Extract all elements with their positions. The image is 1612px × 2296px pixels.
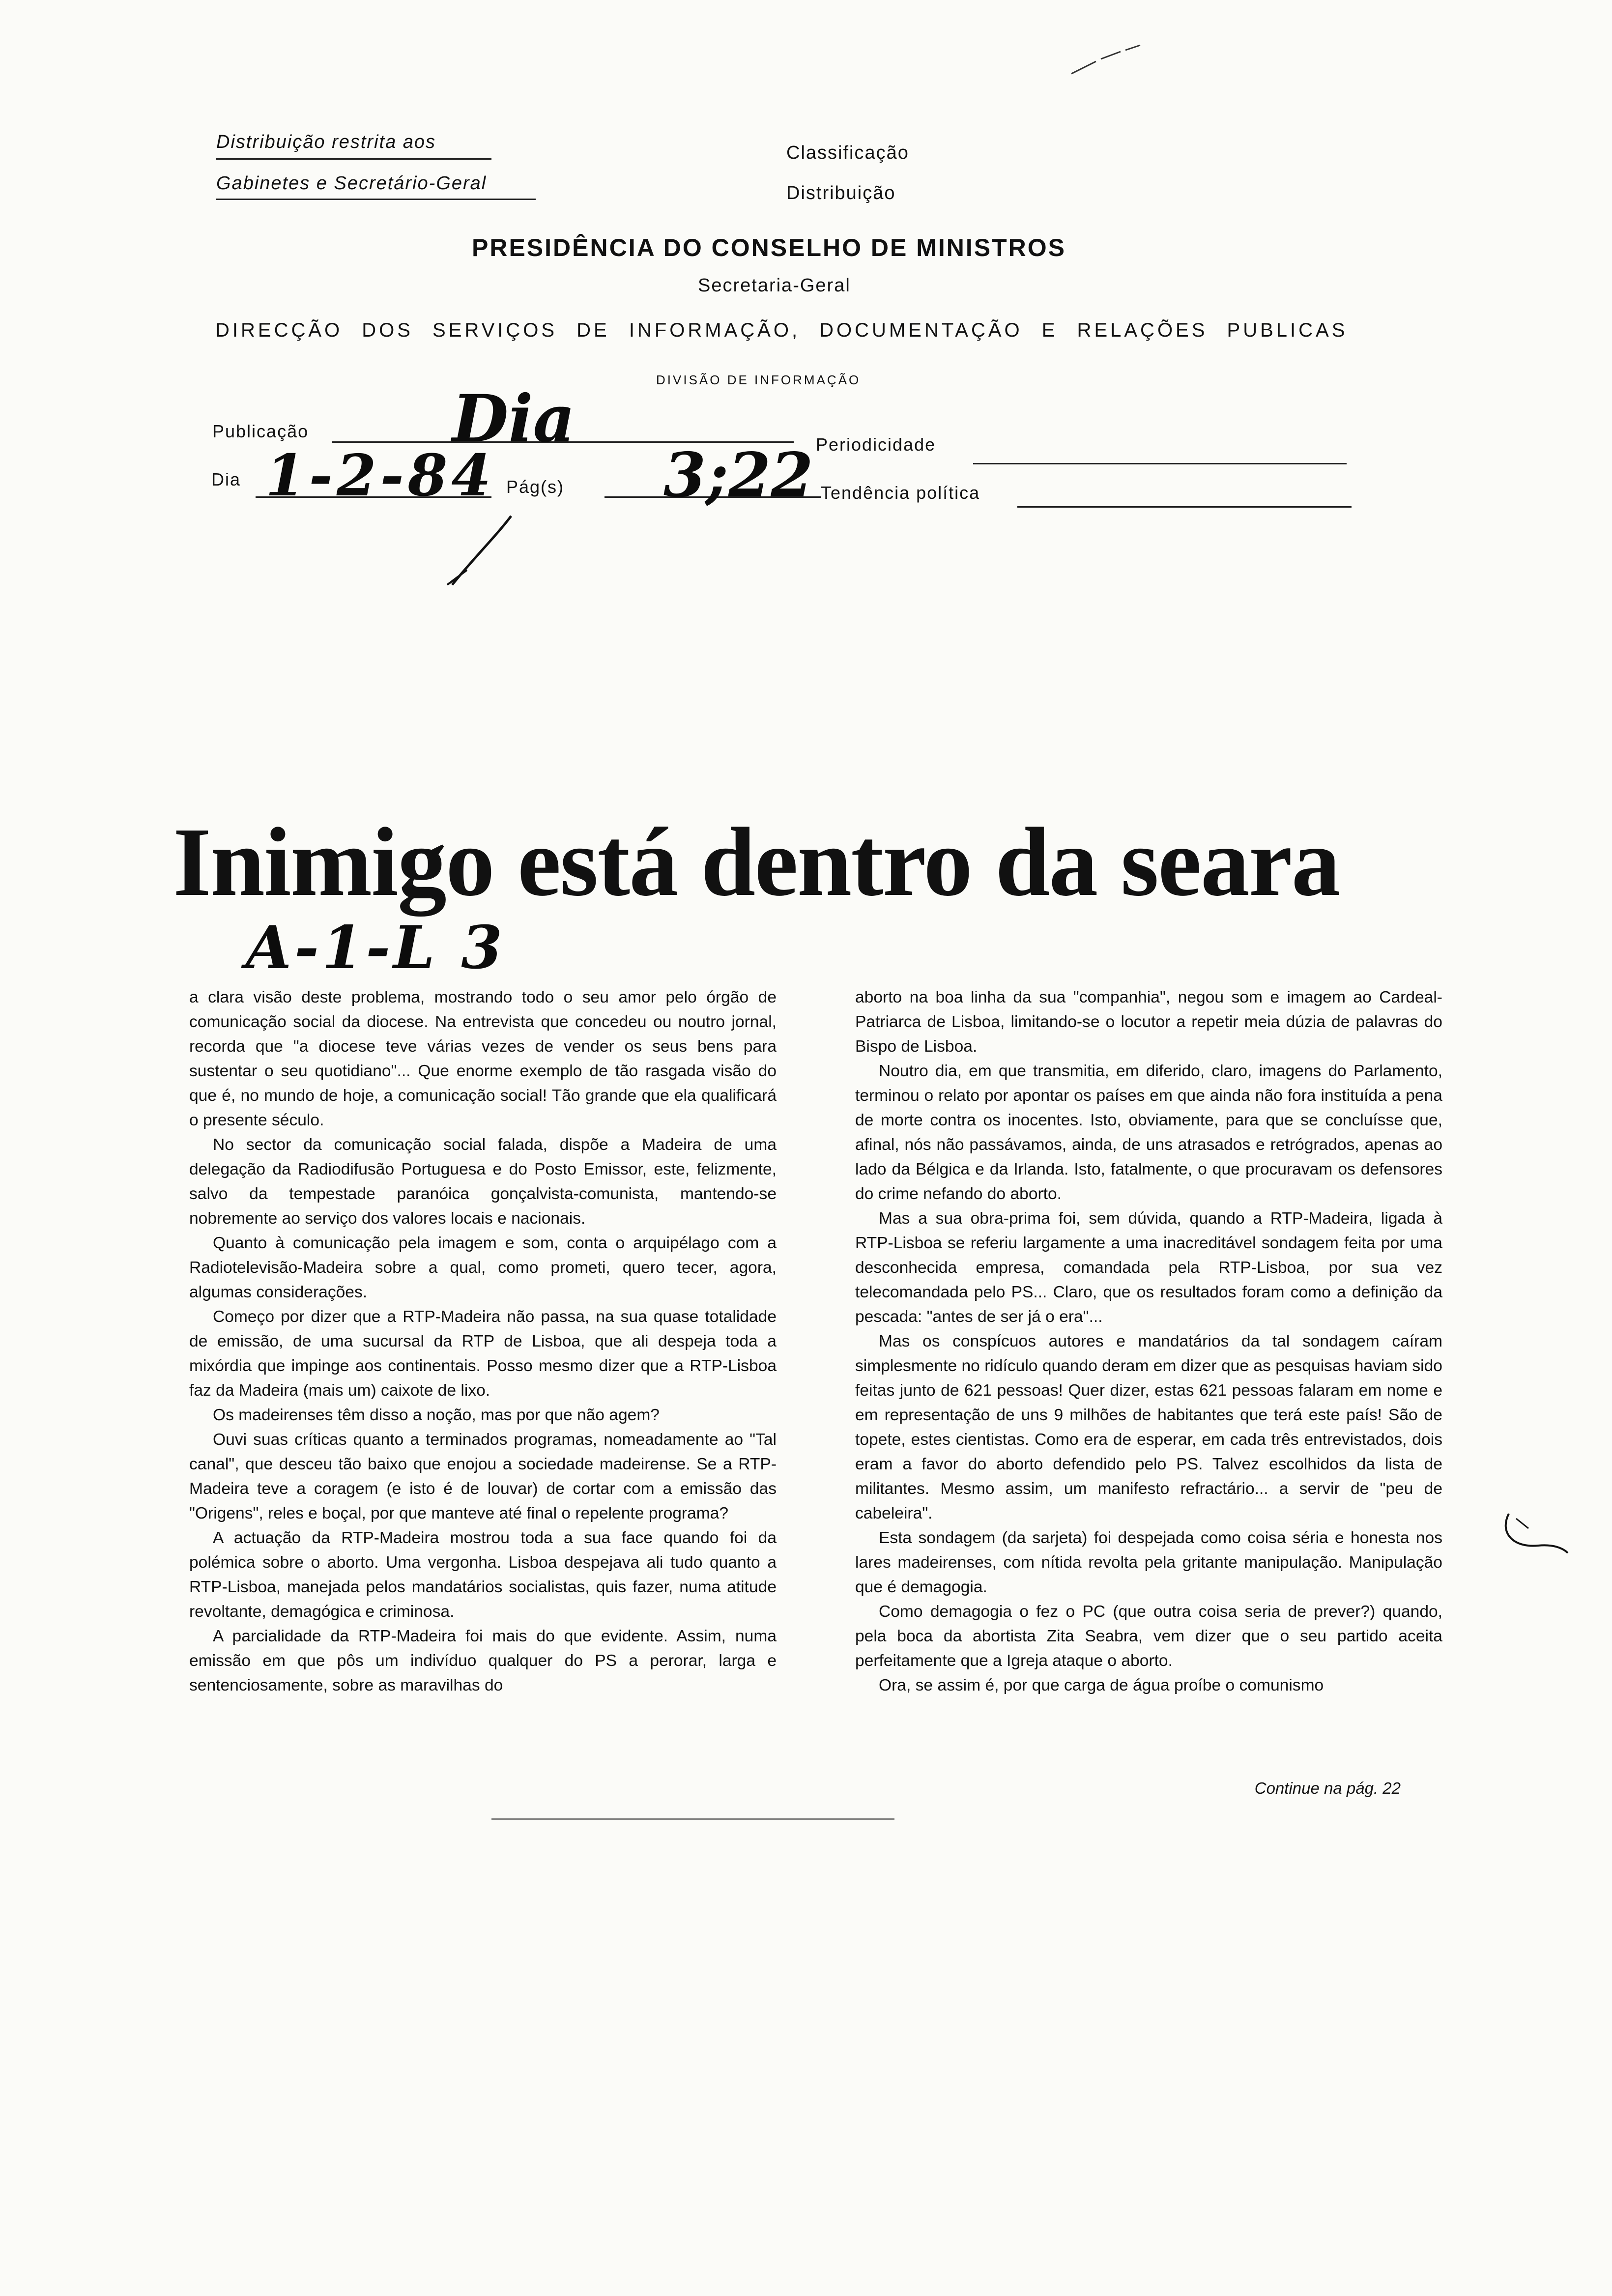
- pags-label: Pág(s): [506, 477, 565, 497]
- paragraph: A actuação da RTP-Madeira mostrou toda a sua face quando foi da polémica sobre o aborto. Uma vergonha. Lisboa despejava ali tudo quanto a RTP-Lisboa, manejada pelos mandatários socialistas, quis fazer, numa atitude revoltante, demagógica e criminosa.: [189, 1529, 777, 1621]
- paragraph: No sector da comunicação social falada, dispõe a Madeira de uma delegação da Radiodifusão Portuguesa e do Posto Emissor, este, felizmente, salvo da tempestade paranóica gonçalvista-comunista, mantendo-se nobremente ao serviço dos valores locais e nacionais.: [189, 1136, 777, 1228]
- paragraph: Ora, se assim é, por que carga de água proíbe o comunismo: [879, 1676, 1324, 1694]
- paragraph: Noutro dia, em que transmitia, em diferido, claro, imagens do Parlamento, terminou o relato por apontar os países em que ainda não fora instituída a pena de morte contra os inocentes. Isto, obviamente, para que se concluísse que, afinal, nós não passávamos, ainda, de uns atrasados e retrógrados, apenas ao lado da Bélgica e da Irlanda. Isto, fatalmente, o que procuravam os defensores do crime nefando do aborto.: [855, 1062, 1442, 1203]
- paragraph: Os madeirenses têm disso a noção, mas por que não agem?: [213, 1406, 660, 1424]
- paragraph: Quanto à comunicação pela imagem e som, conta o arquipélago com a Radiotelevisão-Madeira sobre a qual, como prometi, quero tecer, agora, algumas considerações.: [189, 1234, 777, 1301]
- corner-pen-mark: [1066, 39, 1145, 79]
- org-title: PRESIDÊNCIA DO CONSELHO DE MINISTROS: [472, 234, 1066, 261]
- paragraph: Mas os conspícuos autores e mandatários da tal sondagem caíram simplesmente no ridículo quando deram em dizer que as pesquisas haviam sido feitas junto de 621 pessoas! Quer dizer, estas 621 pessoas falaram em nome e em representação de uns 9 milhões de habitantes que terá este país! São de topete, estes cientistas. Como era de esperar, em cada três entrevistados, dois eram a favor do aborto defendido pelo PS. Talvez escolhidos da lista de militantes. Mesmo assim, um manifesto refractário... a servir de "peu de cabeleira".: [855, 1332, 1442, 1522]
- pen-stroke-mark: [437, 511, 521, 590]
- article-left-column: [189, 985, 777, 1698]
- paragraph: Como demagogia o fez o PC (que outra coisa seria de prever?) quando, pela boca da abortista Zita Seabra, vem dizer que o seu partido aceita perfeitamente que a Igreja ataque o aborto.: [855, 1603, 1442, 1670]
- org-subtitle: Secretaria-Geral: [698, 275, 851, 296]
- paragraph: aborto na boa linha da sua "companhia", negou som e imagem ao Cardeal-Patriarca de Lisboa, limitando-se o locutor a repetir meia dúzia de palavras do Bispo de Lisboa.: [855, 988, 1442, 1056]
- paragraph: Ouvi suas críticas quanto a terminados programas, nomeadamente ao "Tal canal", que desceu tão baixo que enojou a sociedade madeirense. Se a RTP-Madeira teve a coragem (e isto é de louvar) de cortar com a emissão das "Origens", reles e boçal, por que manteve até final o repelente programa?: [189, 1431, 777, 1522]
- distribuicao-label: Distribuição: [786, 183, 896, 203]
- continue-note: Continue na pág. 22: [1254, 1779, 1401, 1797]
- restricted-distribution-line2: Gabinetes e Secretário-Geral: [216, 173, 487, 194]
- publicacao-handwritten-value: Dia: [452, 381, 576, 457]
- dia-handwritten-value: 1-2-84: [265, 442, 495, 509]
- underline: [216, 158, 491, 160]
- classificacao-label: Classificação: [786, 143, 909, 163]
- handwritten-reference: A-1-L 3: [246, 913, 505, 982]
- margin-scribble: [1494, 1504, 1573, 1568]
- underline: [216, 199, 536, 200]
- directorate-line: DIRECÇÃO DOS SERVIÇOS DE INFORMAÇÃO, DOCUMENTAÇÃO E RELAÇÕES PUBLICAS: [215, 319, 1348, 341]
- restricted-distribution-line1: Distribuição restrita aos: [216, 132, 436, 152]
- tendencia-label: Tendência política: [821, 483, 980, 503]
- dia-label: Dia: [211, 469, 241, 489]
- division-line: DIVISÃO DE INFORMAÇÃO: [656, 373, 861, 387]
- paragraph: Começo por dizer que a RTP-Madeira não passa, na sua quase totalidade de emissão, de uma sucursal da RTP de Lisboa, que ali despeja toda a mixórdia que impinge aos continentais. Posso mesmo dizer que a RTP-Lisboa faz da Madeira (mais um) caixote de lixo.: [189, 1308, 777, 1400]
- paragraph: Mas a sua obra-prima foi, sem dúvida, quando a RTP-Madeira, ligada à RTP-Lisboa se referiu largamente a uma inacreditável sondagem feita por uma desconhecida empresa, comandada pela RTP-Lisboa, por sua vez telecomandada pelo PS... Claro, que os resultados foram como a definição da pescada: "antes de ser já o era"...: [855, 1209, 1442, 1326]
- publicacao-label: Publicação: [212, 421, 309, 441]
- periodicidade-line: [973, 463, 1347, 464]
- pags-handwritten-value: 3;22: [663, 440, 813, 511]
- tendencia-line: [1017, 506, 1352, 508]
- periodicidade-label: Periodicidade: [816, 434, 936, 455]
- clipping-bottom-rule: [491, 1818, 894, 1820]
- article-right-column: [855, 985, 1442, 1698]
- paragraph: Esta sondagem (da sarjeta) foi despejada como coisa séria e honesta nos lares madeirenses, com nítida revolta pela gritante manipulação. Manipulação que é demagogia.: [855, 1529, 1442, 1596]
- paragraph: A parcialidade da RTP-Madeira foi mais do que evidente. Assim, numa emissão em que pôs um indivíduo qualquer do PS a perorar, larga e sentenciosamente, sobre as maravilhas do: [189, 1627, 777, 1694]
- paragraph: a clara visão deste problema, mostrando todo o seu amor pelo órgão de comunicação social da diocese. Na entrevista que concedeu ou noutro jornal, recorda que "a diocese teve várias vezes de vender os seus bens para sustentar o seu quotidiano"... Que enorme exemplo de tão rasgada visão do que é, no mundo de hoje, a comunicação social! Tão grande que ela qualificará o presente século.: [189, 988, 777, 1129]
- article-headline: Inimigo está dentro da seara: [173, 808, 1340, 917]
